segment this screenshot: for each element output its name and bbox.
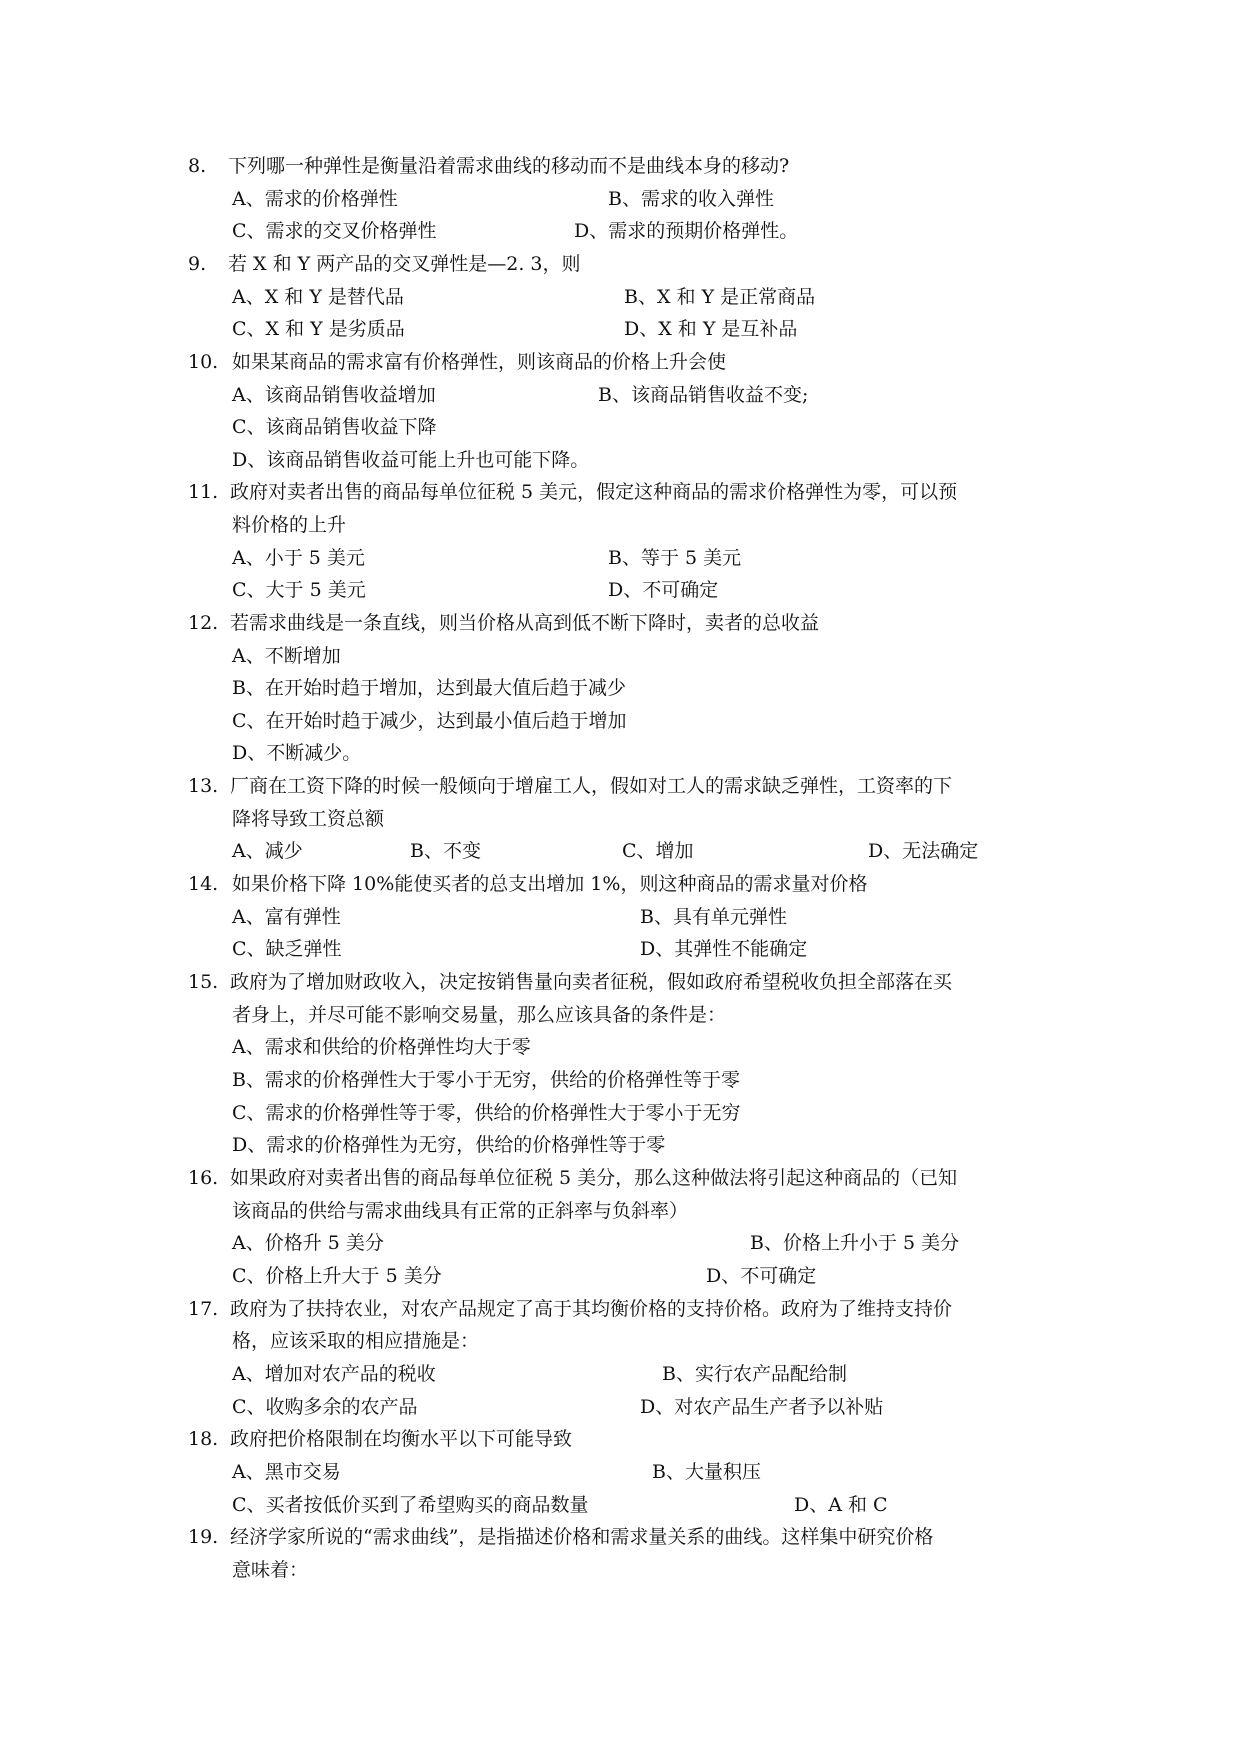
option-b: B、需求的价格弹性大于零小于无穷，供给的价格弹性等于零 <box>232 1069 740 1091</box>
option-a: A、需求和供给的价格弹性均大于零 <box>232 1036 531 1058</box>
option-a: A、价格升 5 美分 <box>232 1232 384 1254</box>
question-stem: 如果价格下降 10%能使买者的总支出增加 1%，则这种商品的需求量对价格 <box>232 873 868 895</box>
question-stem: 若需求曲线是一条直线，则当价格从高到低不断下降时，卖者的总收益 <box>230 612 820 634</box>
option-a: A、X 和 Y 是替代品 <box>232 286 404 308</box>
option-b: B、具有单元弹性 <box>640 906 787 928</box>
question-number: 15. <box>188 971 219 993</box>
question-stem-continued: 格，应该采取的相应措施是： <box>232 1330 480 1352</box>
question-number: 10. <box>188 351 219 373</box>
option-d: D、A 和 C <box>794 1494 888 1516</box>
option-c: C、需求的价格弹性等于零，供给的价格弹性大于零小于无穷 <box>232 1102 741 1124</box>
option-b: B、该商品销售收益不变; <box>598 384 809 406</box>
option-c: C、缺乏弹性 <box>232 938 342 960</box>
question-stem-continued: 意味着： <box>232 1559 309 1581</box>
question-number: 16. <box>188 1167 219 1189</box>
question-stem: 政府为了扶持农业，对农产品规定了高于其均衡价格的支持价格。政府为了维持支持价 <box>230 1298 953 1320</box>
question-number: 14. <box>188 873 219 895</box>
question-stem: 如果某商品的需求富有价格弹性，则该商品的价格上升会使 <box>232 351 727 373</box>
option-c: C、在开始时趋于减少，达到最小值后趋于增加 <box>232 710 627 732</box>
question-number: 8. <box>188 155 207 177</box>
option-c: C、收购多余的农产品 <box>232 1396 418 1418</box>
option-b: B、大量积压 <box>652 1461 761 1483</box>
option-a: A、需求的价格弹性 <box>232 188 398 210</box>
option-b: B、X 和 Y 是正常商品 <box>624 286 816 308</box>
question-stem: 政府为了增加财政收入，决定按销售量向卖者征税，假如政府希望税收负担全部落在买 <box>230 971 953 993</box>
option-b: B、需求的收入弹性 <box>608 188 774 210</box>
option-a: A、小于 5 美元 <box>232 547 365 569</box>
option-a: A、该商品销售收益增加 <box>232 384 436 406</box>
option-c: C、需求的交叉价格弹性 <box>232 220 437 242</box>
question-stem: 经济学家所说的“需求曲线”，是指描述价格和需求量关系的曲线。这样集中研究价格 <box>230 1526 934 1548</box>
option-b: B、价格上升小于 5 美分 <box>750 1232 960 1254</box>
question-number: 13. <box>188 775 219 797</box>
option-d: D、需求的价格弹性为无穷，供给的价格弹性等于零 <box>232 1134 666 1156</box>
question-stem: 若 X 和 Y 两产品的交叉弹性是—2. 3，则 <box>228 253 581 275</box>
option-b: B、在开始时趋于增加，达到最大值后趋于减少 <box>232 677 626 699</box>
question-number: 17. <box>188 1298 219 1320</box>
question-stem: 政府对卖者出售的商品每单位征税 5 美元，假定这种商品的需求价格弹性为零，可以预 <box>230 481 958 503</box>
question-stem-continued: 降将导致工资总额 <box>232 808 385 830</box>
question-number: 11. <box>188 481 219 503</box>
option-c: C、买者按低价买到了希望购买的商品数量 <box>232 1494 589 1516</box>
question-stem-continued: 料价格的上升 <box>232 514 347 536</box>
option-b: B、实行农产品配给制 <box>662 1363 847 1385</box>
question-number: 18. <box>188 1428 219 1450</box>
option-c: C、X 和 Y 是劣质品 <box>232 318 405 340</box>
option-a: A、黑市交易 <box>232 1461 341 1483</box>
option-d: D、需求的预期价格弹性。 <box>574 220 799 242</box>
question-stem: 下列哪一种弹性是衡量沿着需求曲线的移动而不是曲线本身的移动? <box>228 155 790 177</box>
question-number: 19. <box>188 1526 219 1548</box>
option-a: A、富有弹性 <box>232 906 341 928</box>
option-b: B、不变 <box>410 840 481 862</box>
option-d: D、无法确定 <box>868 840 979 862</box>
option-a: A、不断增加 <box>232 645 341 667</box>
question-number: 9. <box>188 253 207 275</box>
option-d: D、不断减少。 <box>232 742 362 764</box>
option-d: D、X 和 Y 是互补品 <box>624 318 798 340</box>
option-d: D、对农产品生产者予以补贴 <box>640 1396 884 1418</box>
option-d: D、其弹性不能确定 <box>640 938 808 960</box>
option-a: A、增加对农产品的税收 <box>232 1363 436 1385</box>
option-d: D、不可确定 <box>608 579 719 601</box>
option-c: C、增加 <box>622 840 694 862</box>
question-stem-continued: 该商品的供给与需求曲线具有正常的正斜率与负斜率） <box>232 1200 689 1222</box>
option-b: B、等于 5 美元 <box>608 547 742 569</box>
question-stem: 厂商在工资下降的时候一般倾向于增雇工人，假如对工人的需求缺乏弹性，工资率的下 <box>230 775 953 797</box>
question-stem: 政府把价格限制在均衡水平以下可能导致 <box>230 1428 573 1450</box>
question-stem-continued: 者身上，并尽可能不影响交易量，那么应该具备的条件是： <box>232 1004 727 1026</box>
option-d: D、不可确定 <box>706 1265 817 1287</box>
question-number: 12. <box>188 612 219 634</box>
option-c: C、大于 5 美元 <box>232 579 366 601</box>
option-c: C、该商品销售收益下降 <box>232 416 437 438</box>
question-stem: 如果政府对卖者出售的商品每单位征税 5 美分，那么这种做法将引起这种商品的（已知 <box>230 1167 958 1189</box>
option-a: A、减少 <box>232 840 303 862</box>
option-d: D、该商品销售收益可能上升也可能下降。 <box>232 449 590 471</box>
option-c: C、价格上升大于 5 美分 <box>232 1265 442 1287</box>
